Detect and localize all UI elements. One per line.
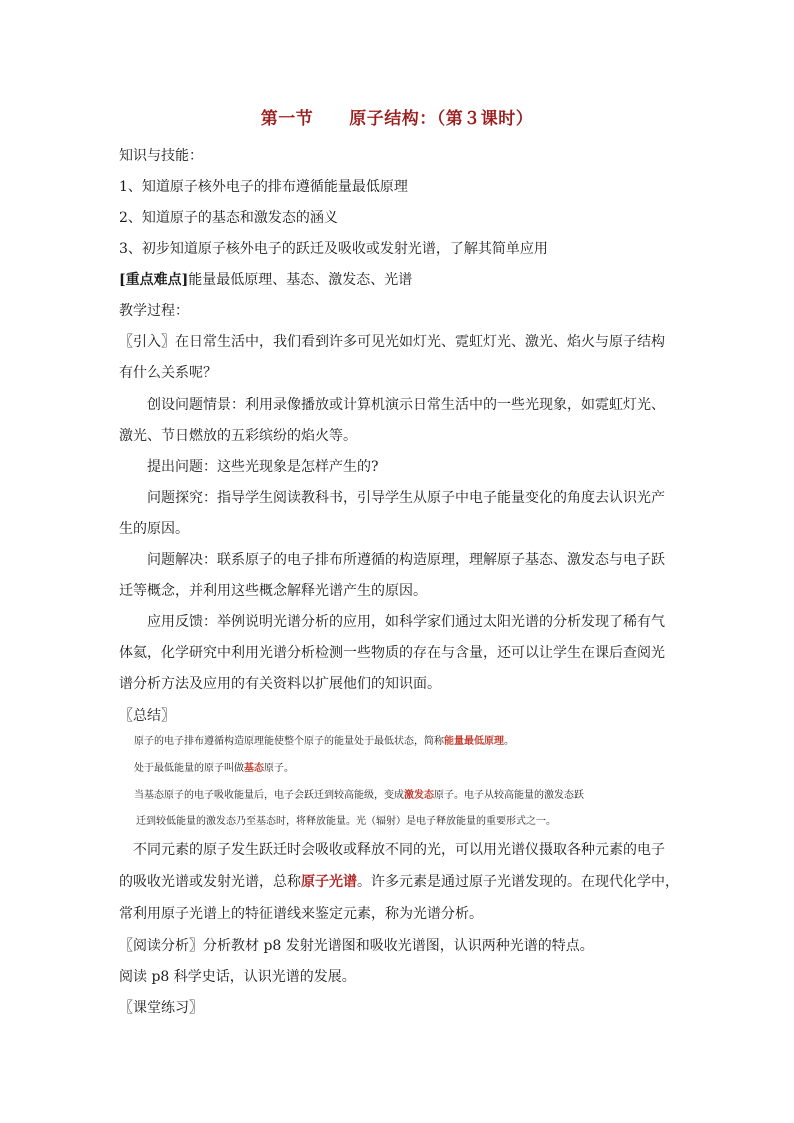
spectrum-text: 的吸收光谱或发射光谱，总称 bbox=[119, 874, 301, 890]
feedback-line: 应用反馈：举例说明光谱分析的应用，如科学家们通过太阳光谱的分析发现了稀有气 bbox=[147, 614, 665, 630]
summary-text: 原子的电子排布遵循构造原理能使整个原子的能量处于最低状态，简称 bbox=[134, 736, 444, 747]
key-points bbox=[119, 270, 412, 290]
spectrum-line: 不同元素的原子发生跃迁时会吸收或释放不同的光，可以用光谱仪摄取各种元素的电子 bbox=[133, 842, 665, 858]
summary-text: 原子。电子从较高能量的激发态跃 bbox=[434, 790, 584, 801]
feedback-line: 谱分析方法及应用的有关资料以扩展他们的知识面。 bbox=[119, 676, 441, 692]
goal-item: 2、知道原子的基态和激发态的涵义 bbox=[119, 210, 338, 226]
highlight-term: 能量最低原理 bbox=[444, 736, 504, 747]
reading-analysis-line: 〖阅读分析〗分析教材 p8 发射光谱图和吸收光谱图，认识两种光谱的特点。 bbox=[119, 938, 594, 954]
spectrum-line: 常利用原子光谱上的特征谱线来鉴定元素，称为光谱分析。 bbox=[119, 906, 483, 922]
spectrum-text: 。许多元素是通过原子光谱发现的。在现代化学中， bbox=[357, 874, 679, 890]
summary-text: 原子。 bbox=[264, 763, 294, 774]
highlight-term: 原子光谱 bbox=[301, 874, 357, 890]
goals-heading: 知识与技能： bbox=[119, 148, 203, 164]
intro-line: 有什么关系呢？ bbox=[119, 365, 217, 381]
summary-line bbox=[134, 762, 294, 776]
key-points-label: [重点难点] bbox=[119, 272, 189, 288]
summary-line bbox=[134, 735, 514, 749]
summary-line bbox=[134, 789, 584, 803]
solve-line: 迁等概念，并利用这些概念解释光谱产生的原因。 bbox=[119, 583, 427, 599]
summary-heading: 〖总结〗 bbox=[119, 708, 175, 724]
goal-item: 1、知道原子核外电子的排布遵循能量最低原理 bbox=[119, 179, 408, 195]
process-heading: 教学过程： bbox=[119, 303, 189, 319]
highlight-term: 基态 bbox=[244, 763, 264, 774]
spectrum-line bbox=[119, 872, 679, 892]
title-section: 第一节 bbox=[260, 109, 314, 129]
summary-text: 处于最低能量的原子叫做 bbox=[134, 763, 244, 774]
summary-text: 当基态原子的电子吸收能量后，电子会跃迁到较高能级，变成 bbox=[134, 790, 404, 801]
summary-line: 迁到较低能量的激发态乃至基态时，将释放能量。光（辐射）是电子释放能量的重要形式之一。 bbox=[136, 816, 556, 827]
explore-line: 问题探究：指导学生阅读教科书，引导学生从原子中电子能量变化的角度去认识光产 bbox=[147, 490, 665, 506]
title-topic: 原子结构：（第３课时） bbox=[349, 109, 534, 129]
summary-text: 。 bbox=[504, 736, 514, 747]
goal-item: 3、初步知道原子核外电子的跃迁及吸收或发射光谱，了解其简单应用 bbox=[119, 241, 548, 257]
solve-line: 问题解决：联系原子的电子排布所遵循的构造原理，理解原子基态、激发态与电子跃 bbox=[147, 552, 665, 568]
explore-line: 生的原因。 bbox=[119, 521, 189, 537]
question-line: 提出问题：这些光现象是怎样产生的? bbox=[147, 459, 379, 475]
intro-line: 〖引入〗在日常生活中，我们看到许多可见光如灯光、霓虹灯光、激光、焰火与原子结构 bbox=[119, 334, 665, 350]
highlight-term: 激发态 bbox=[404, 790, 434, 801]
situation-line: 创设问题情景：利用录像播放或计算机演示日常生活中的一些光现象，如霓虹灯光、 bbox=[147, 397, 665, 413]
situation-line: 激光、节日燃放的五彩缤纷的焰火等。 bbox=[119, 428, 357, 444]
practice-heading: 〖课堂练习〗 bbox=[119, 1000, 203, 1016]
key-points-text: 能量最低原理、基态、激发态、光谱 bbox=[188, 272, 413, 288]
page-title bbox=[0, 104, 794, 129]
feedback-line: 体氦，化学研究中利用光谱分析检测一些物质的存在与含量，还可以让学生在课后查阅光 bbox=[119, 645, 665, 661]
reading-line: 阅读 p8 科学史话，认识光谱的发展。 bbox=[119, 969, 356, 985]
